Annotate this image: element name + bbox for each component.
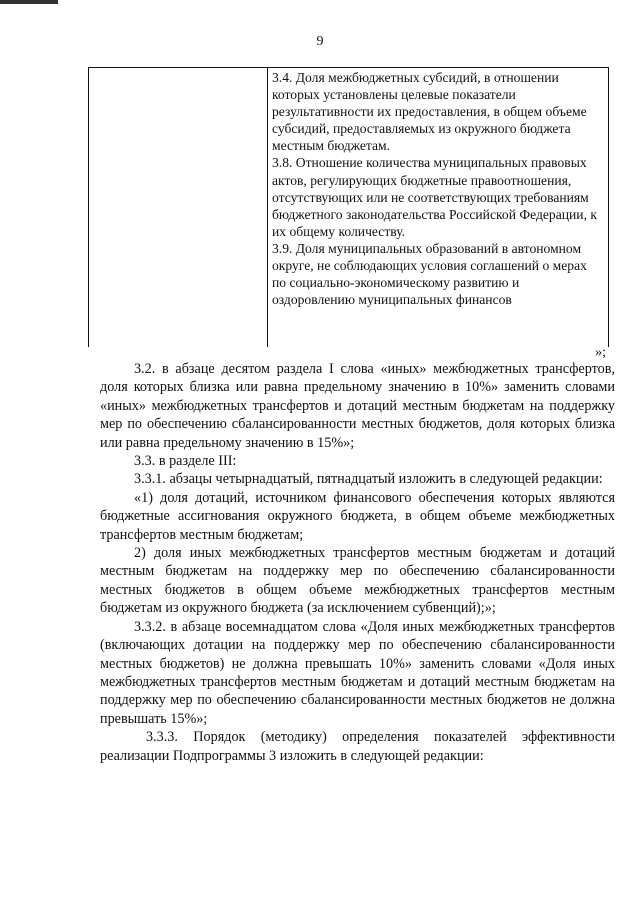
page-number: 9 bbox=[316, 34, 324, 49]
indicator-3-8: 3.8. Отношение количества муниципальных правовых актов, регулирующих бюджетные правоотношения, отсутствующих или не соответствующих требованиям бюджетного законодательства Российской Федерации, к их общему количеству. bbox=[272, 155, 597, 239]
table-column-divider bbox=[267, 68, 268, 347]
corner-scan-mark bbox=[0, 0, 58, 4]
paragraph-3-3-2: 3.3.2. в абзаце восемнадцатом слова «Доля иных межбюджетных трансфертов (включающих дотации на поддержку мер по обеспечению сбалансированности местных бюджетов) не должна превышать 10%» заменить словами «Доля иных межбюджетных трансфертов местным бюджетам и дотаций местным бюджетам на поддержку мер по обеспечению сбалансированности местных бюджетов не должна превышать 15%»; bbox=[100, 618, 615, 727]
indicator-table bbox=[88, 67, 609, 347]
paragraph-3-3-3: 3.3.3. Порядок (методику) определения показателей эффективности реализации Подпрограммы 3 изложить в следующей редакции: bbox=[100, 729, 615, 764]
table-indicator-cell bbox=[272, 69, 602, 308]
paragraph-3-3-1: 3.3.1. абзацы четырнадцатый, пятнадцатый изложить в следующей редакции: bbox=[134, 471, 603, 488]
document-body bbox=[100, 360, 615, 765]
indicator-3-9: 3.9. Доля муниципальных образований в автономном округе, не соблюдающих условия соглашений о мерах по социально-экономическому развитию и оздоровлению муниципальных финансов bbox=[272, 240, 587, 308]
paragraph-3-3: 3.3. в разделе III: bbox=[134, 453, 237, 470]
table-closing-quote: »; bbox=[595, 345, 606, 360]
list-item-2: 2) доля иных межбюджетных трансфертов местным бюджетам и дотаций местным бюджетам на поддержку мер по обеспечению сбалансированности местных бюджетов в общем объеме межбюджетных трансфертов местным бюджетам из окружного бюджета (за исключением субвенций);»; bbox=[100, 545, 615, 617]
indicator-3-4: 3.4. Доля межбюджетных субсидий, в отношении которых установлены целевые показатели результативности их предоставления, в общем объеме субсидий, предоставляемых из окружного бюджета местным бюджетам. bbox=[272, 70, 587, 154]
list-item-1: «1) доля дотаций, источником финансового обеспечения которых являются бюджетные ассигнования окружного бюджета, в общем объеме межбюджетных трансфертов местным бюджетам; bbox=[100, 489, 615, 543]
paragraph-3-2: 3.2. в абзаце десятом раздела I слова «иных» межбюджетных трансфертов, доля которых близка или равна предельному значению в 10%» заменить словами «иных» межбюджетных трансфертов и дотаций местным бюджетам на поддержку мер по обеспечению сбалансированности местных бюджетов, доля которых близка или равна предельному значению в 15%»; bbox=[100, 361, 615, 451]
